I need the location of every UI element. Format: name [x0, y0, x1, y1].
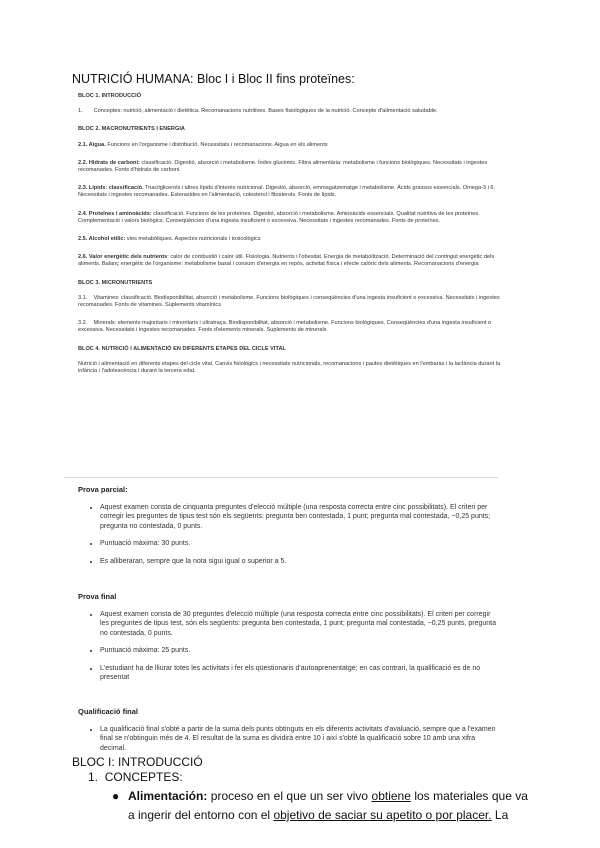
- term: Alimentación:: [128, 789, 208, 803]
- bloc2-item-1: [78, 142, 503, 149]
- def-text: proceso en el que un ser vivo: [207, 789, 372, 803]
- item-bold: 2.4. Proteïnes i aminoàcids:: [78, 210, 152, 217]
- item-text: Vitamines: classificació. Biodisponibilitat, absorció i metabolisme. Funcions biològiques i conseqüències d'una ingesta insuficient o excessiva. Necessitats i ingestes recomanades. Fonts de vitamines. Suplements vitamínics: [78, 294, 500, 309]
- def-underlined: obtiene: [371, 789, 411, 803]
- bloc3-item-1: [78, 295, 503, 309]
- bloc2-item-6: [78, 254, 503, 268]
- definition-paragraph: [112, 787, 528, 825]
- item-bold: 2.6. Valor energètic dels nutrients: [78, 254, 168, 261]
- item-text: classificació. Funcions de les proteïnes. Digestió, absorció i metabolisme. Aminoàcids essencials. Qualitat nutritiva de les proteïnes. Complementació i valors biològics. Conseqüències d'una ingesta insuficient o excessiva. Necessitats i ingestes recomanades. Fonts de proteïnes.: [78, 210, 480, 224]
- bloc1-item: [78, 108, 503, 115]
- section-heading: Prova parcial:: [78, 485, 128, 494]
- prova-final-section: [78, 592, 498, 691]
- bloc2-item-5: [78, 236, 503, 243]
- item-bold: 2.3. Lípids: classificació.: [78, 185, 144, 192]
- bloc2-item-3: [78, 185, 503, 199]
- item-bold: 2.1. Aigua.: [78, 141, 106, 148]
- list-item: • Aquest examen consta de 30 preguntes d'elecció múltiple (una resposta correcta entre cinc possibilitats). El criteri per corregir les preguntes de tipus test, són els següents: pregunta ben contestada, 1 punt; pregunta mal contestada, −0,25 punts, pregunta no contestada, 0 punts.: [100, 610, 498, 639]
- def-text: La: [491, 808, 509, 822]
- item-text: : calor de combustió i calor útil. Fisiologia. Nutrients i l'obesitat. Energia de metabolització. Determinació del contingut energètic dels aliments. Balanç energètic de l'organisme: metabolisme basal i consum d'energia en repòs, activitat física i efecte calòric dels aliments. Recomanacions d'energia: [78, 254, 495, 268]
- bloc-heading: BLOC I: INTRODUCCIÓ: [72, 755, 203, 769]
- list-item: • Aquest examen consta de cinquanta preguntes d'elecció múltiple (una resposta correcta entre cinc possibilitats). El criteri per corregir les preguntes de tipus test són els següents: pregunta ben contestada, 1 punt; pregunta mal contestada, −0,25 punts; pregunta no contestada, 0 punts.: [100, 503, 498, 532]
- syllabus-scan: [78, 93, 503, 386]
- bloc2-heading: BLOC 2. MACRONUTRIENTS I ENERGIA: [78, 126, 185, 133]
- bloc4-heading: BLOC 4. NUTRICIÓ I ALIMENTACIÓ EN DIFERENTS ETAPES DEL CICLE VITAL: [78, 345, 286, 352]
- list-item: • Puntuació màxima: 30 punts.: [100, 539, 498, 549]
- bloc1-heading: BLOC 1. INTRODUCCIÓ: [78, 93, 142, 99]
- document-title: NUTRICIÓ HUMANA: Bloc I i Bloc II fins proteïnes:: [72, 72, 355, 86]
- concept-title: CONCEPTES:: [104, 770, 183, 784]
- item-number: 3.2.: [78, 320, 88, 327]
- bullet-icon: ●: [112, 789, 120, 803]
- item-text: Funcions en l'organisme i distribució. Necessitats i recomanacions. Aigua en els aliments: [105, 141, 328, 148]
- def-text: los materiales que va a ingerir del entorno con el: [128, 789, 528, 822]
- bloc4-text: Nutrició i alimentació en diferents etapes del cicle vital. Canvis fisiològics i necessitats nutricionals, recomanacions i pautes dietètiques en l'embaràs i la lactància durant la infància i l'adolescència i durant la tercera edat.: [78, 360, 501, 375]
- item-text: classificació. Digestió, absorció i metabolisme. Índex glucèmic. Fibra alimentària: metabolisme i funcions biològiques. Necessitats i ingestes recomanades. Fonts d'hidrats de carboni.: [78, 159, 488, 174]
- bloc2-item-2: [78, 160, 503, 174]
- list-item: • Es alliberaran, sempre que la nota sigui igual o superior a 5.: [100, 557, 498, 567]
- def-underlined: objetivo de saciar su apetito o por placer.: [273, 808, 492, 822]
- item-bold: 2.2. Hidrats de carboni:: [78, 159, 140, 166]
- list-item: • L'estudiant ha de lliurar totes les activitats i fer els qüestionaris d'autoaprenentatge; en cas contrari, la qualificació es de no presentat: [100, 664, 498, 683]
- prova-parcial-section: [78, 485, 498, 574]
- section-heading: Qualificació final: [78, 707, 139, 716]
- bloc3-heading: BLOC 3. MICRONUTRIENTS: [78, 279, 153, 286]
- item-text: Minerals: elements majoritaris i minoritaris i ultratraça. Biodisponibilitat, absorció i metabolisme. Funcions biològiques. Conseqüències d'una ingesta insuficient o excessiva. Necessitats i ingestes recomanades. Fonts d'elements minerals. Suplements de minerals: [78, 320, 492, 334]
- item-text: Conceptes: nutrició, alimentació i dietètica. Recomanacions nutritives. Bases fisiològiques de la nutrició. Concepte d'alimentació saludable.: [93, 108, 438, 115]
- section-heading: Prova final: [78, 592, 117, 601]
- qualificacio-final-section: [78, 707, 498, 761]
- list-item: • Puntuació màxima: 25 punts.: [100, 646, 498, 656]
- concept-heading: [88, 770, 183, 784]
- item-number: 1.: [78, 108, 83, 115]
- item-number: 3.1.: [78, 294, 88, 301]
- bloc2-item-4: [78, 211, 503, 225]
- item-bold: 2.5. Alcohol etílic:: [78, 236, 126, 243]
- concept-number: 1.: [88, 770, 99, 784]
- bloc3-item-2: [78, 320, 503, 334]
- item-text: vies metabòliques. Aspectes nutricionals i toxicològics: [125, 236, 261, 243]
- list-item: • La qualificació final s'obté a partir de la suma dels punts obtinguts en els diferents activitats d'avaluació, sempre que a l'examen final se n'obtinguin més de 4. El resultat de la suma es dividirà entre 10 i així s'obté la qualificació sobre 10 amb una xifra decimal.: [100, 725, 498, 754]
- section-divider: [64, 477, 498, 478]
- item-text: Triacilglicerols i altres lípids d'interès nutricional. Digestió, absorció, emmagatzematge i metabolisme. Àcids grassos essencials. Omega-3 i 6. Necessitats i ingestes recomanades. Esterasides en l'alimentació, colesterol i fitosterols. Fonts de lípids.: [78, 185, 496, 199]
